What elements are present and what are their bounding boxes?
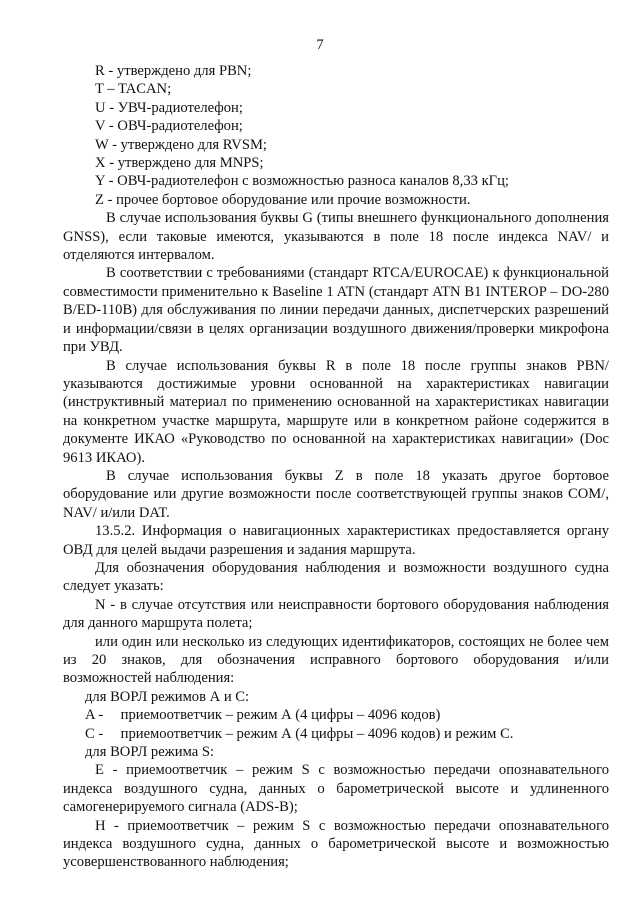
vorl-ac-heading: для ВОРЛ режимов А и С: (85, 688, 250, 705)
code-z: Z - прочее бортовое оборудование или прочие возможности. (95, 191, 471, 208)
code-c-label: C - (85, 725, 104, 742)
page-body (63, 62, 609, 872)
paragraph-13-5-2: 13.5.2. Информация о навигационных характеристиках предоставляется органу ОВД для целей выдачи разрешения и задания маршрута. (63, 523, 609, 558)
code-a-label: A - (85, 707, 104, 724)
paragraph-letter-r: В случае использования буквы R в поле 18 после группы знаков PBN/ указываются достижимые уровни основанной на характеристиках навигации (инструктивный материал по применению основанной на характеристиках навигации на конкретном участке маршрута, маршруте или в конкретном районе содержится в документе ИКАО «Руководство по основанной на характеристиках навигации» (Doc 9613 ИКАО). (63, 357, 609, 466)
code-a-item (63, 706, 609, 724)
paragraph-letter-g: В случае использования буквы G (типы внешнего функционального дополнения GNSS), если таковые имеются, указываются в поле 18 после индекса NAV/ и отделяются интервалом. (63, 210, 609, 264)
equipment-code-list (63, 62, 609, 209)
code-c-text: приемоответчик – режим А (4 цифры – 4096 кодов) и режим С. (120, 725, 514, 742)
code-y: Y - ОВЧ-радиотелефон с возможностью разноса каналов 8,33 кГц; (95, 173, 509, 190)
paragraph-rtca: В соответствии с требованиями (стандарт RTCA/EUROCAE) к функциональной совместимости применительно к Baseline 1 ATN (стандарт ATN B1 INTEROP – DO-280 B/ED-110B) для обслуживания по линии передачи данных, диспетчерских разрешений и информации/связи в целях организации воздушного движения/проверки микрофона при УВД. (63, 265, 609, 356)
paragraph-surveillance-intro: Для обозначения оборудования наблюдения и возможности воздушного судна следует указать: (63, 559, 609, 595)
code-u: U - УВЧ-радиотелефон; (95, 99, 243, 116)
paragraph-code-h: H - приемоответчик – режим S с возможностью передачи опознавательного индекса воздушного судна, данных о барометрической высоте и возможностью усовершенствованного наблюдения; (63, 817, 609, 871)
paragraph-letter-z: В случае использования буквы Z в поле 18 указать другое бортовое оборудование или другие возможности после соответствующей группы знаков COM/, NAV/ и/или DAT. (63, 467, 609, 521)
paragraph-code-n: N - в случае отсутствия или неисправности бортового оборудования наблюдения для данного маршрута полета; (63, 596, 609, 632)
code-v: V - ОВЧ-радиотелефон; (95, 118, 243, 135)
code-w: W - утверждено для RVSM; (95, 136, 267, 153)
code-a-text: приемоответчик – режим А (4 цифры – 4096 кодов) (120, 707, 441, 724)
code-x: X - утверждено для MNPS; (95, 155, 264, 172)
paragraph-identifiers: или один или несколько из следующих идентификаторов, состоящих не более чем из 20 знаков, для обозначения исправного бортового оборудования и/или возможностей наблюдения: (63, 633, 609, 687)
code-c-item (63, 725, 609, 743)
code-t: T – TACAN; (95, 81, 172, 98)
vorl-s-heading: для ВОРЛ режима S: (85, 744, 215, 761)
code-r: R - утверждено для PBN; (95, 63, 252, 79)
paragraph-code-e: E - приемоответчик – режим S с возможностью передачи опознавательного индекса воздушного судна, данных о барометрической высоте и удлиненного самогенерируемого сигнала (ADS-B); (63, 762, 609, 816)
page-number: 7 (316, 37, 324, 53)
